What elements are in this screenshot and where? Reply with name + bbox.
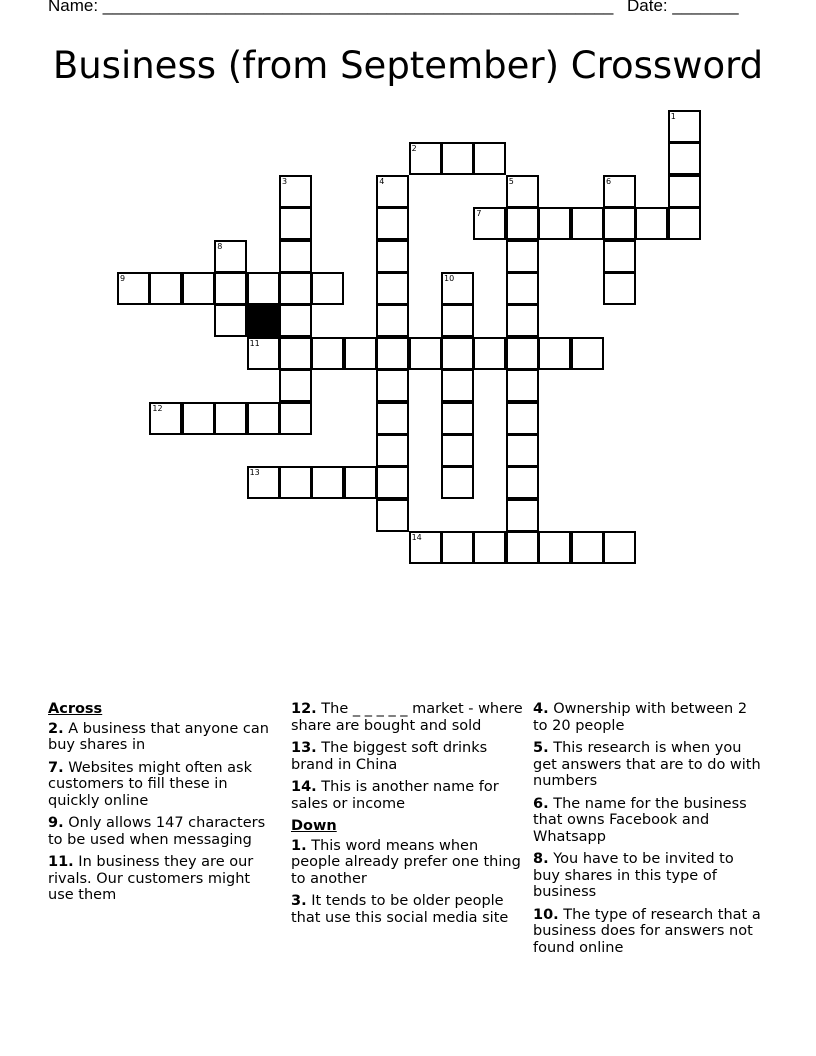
grid-cell[interactable] [311, 337, 344, 370]
clue-number: 1. [291, 837, 307, 854]
grid-cell[interactable] [441, 304, 474, 337]
clue-text: This word means when people already prefer one thing to another [291, 837, 521, 887]
clue-across-11 [48, 854, 280, 904]
grid-cell[interactable] [376, 369, 409, 402]
clue-number: 8. [533, 851, 549, 867]
clue-down-6 [533, 796, 765, 846]
grid-cell[interactable] [441, 466, 474, 499]
clue-number-label: 3 [282, 176, 288, 186]
grid-cell[interactable] [506, 499, 539, 532]
clue-number-label: 4 [379, 176, 385, 186]
grid-cell[interactable] [376, 499, 409, 532]
grid-cell[interactable] [279, 369, 312, 402]
clue-number-label: 14 [411, 533, 422, 543]
grid-cell[interactable] [506, 207, 539, 240]
grid-cell[interactable] [441, 369, 474, 402]
clue-down-10 [533, 907, 765, 957]
clue-text: The name for the business that owns Facebook and Whatsapp [533, 795, 747, 845]
clue-across-2 [48, 721, 280, 754]
grid-cell[interactable] [311, 466, 344, 499]
clue-down-4 [533, 701, 765, 734]
across-heading: Across [48, 701, 103, 717]
clue-number: 11. [48, 854, 74, 870]
grid-cell[interactable] [603, 531, 636, 564]
grid-cell[interactable] [376, 434, 409, 467]
grid-cell[interactable] [538, 207, 571, 240]
clue-text: The biggest soft drinks brand in China [291, 740, 488, 773]
clue-number: 4. [533, 701, 549, 717]
clue-number: 7. [48, 759, 64, 776]
grid-cell[interactable] [473, 142, 506, 175]
clue-number-label: 10 [444, 274, 455, 283]
grid-cell[interactable] [376, 304, 409, 337]
grid-cell[interactable] [538, 531, 571, 564]
clue-text: This research is when you get answers that are to do with numbers [533, 740, 761, 789]
down-heading: Down [291, 818, 337, 834]
grid-cell[interactable] [376, 337, 409, 370]
grid-cell[interactable] [247, 402, 280, 435]
clue-text: This is another name for sales or income [291, 779, 499, 812]
grid-cell[interactable] [603, 240, 636, 273]
clue-down-5 [533, 740, 765, 790]
grid-cell[interactable] [473, 337, 506, 370]
grid-cell[interactable] [182, 272, 215, 305]
grid-cell[interactable] [506, 531, 539, 564]
grid-cell[interactable] [668, 142, 701, 175]
clue-down-1 [291, 838, 523, 888]
grid-cell[interactable] [506, 466, 539, 499]
grid-cell[interactable] [506, 272, 539, 305]
grid-cell[interactable] [279, 304, 312, 337]
grid-cell[interactable] [311, 272, 344, 305]
grid-cell[interactable] [506, 402, 539, 435]
grid-cell[interactable] [571, 337, 604, 370]
grid-cell[interactable] [344, 466, 377, 499]
grid-cell[interactable] [214, 304, 247, 337]
grid-cell[interactable] [279, 337, 312, 370]
black-cell [247, 304, 280, 337]
grid-cell[interactable] [279, 272, 312, 305]
clue-text: It tends to be older people that use this social media site [291, 893, 509, 926]
clue-number-label: 13 [249, 468, 260, 478]
grid-cell[interactable] [506, 240, 539, 273]
grid-cell[interactable] [441, 531, 474, 564]
clue-across-14 [291, 779, 523, 812]
grid-cell[interactable] [571, 531, 604, 564]
clue-text: A business that anyone can buy shares in [48, 720, 269, 753]
clue-number: 14. [291, 779, 317, 795]
grid-cell[interactable] [279, 402, 312, 435]
clue-number-label: 7 [476, 209, 482, 219]
puzzle-title: Business (from September) Crossword [52, 44, 764, 87]
clue-number-label: 1 [670, 112, 676, 121]
grid-cell[interactable] [376, 402, 409, 435]
clue-text: Websites might often ask customers to fill these in quickly online [48, 759, 252, 809]
grid-cell[interactable] [344, 337, 377, 370]
clue-number-label: 2 [411, 144, 417, 154]
grid-cell[interactable] [603, 272, 636, 305]
clue-number-label: 6 [606, 176, 612, 186]
clue-number: 10. [533, 906, 559, 923]
clue-number-label: 9 [120, 274, 126, 283]
grid-cell[interactable] [538, 337, 571, 370]
clue-down-8 [533, 851, 765, 901]
clue-number-label: 11 [249, 338, 260, 348]
clue-text: Ownership with between 2 to 20 people [533, 701, 748, 734]
grid-cell[interactable] [506, 304, 539, 337]
clue-across-9 [48, 815, 280, 848]
grid-cell[interactable] [279, 240, 312, 273]
clue-text: The type of research that a business does for answers not found online [533, 906, 761, 956]
clue-number-label: 12 [152, 403, 163, 413]
grid-cell[interactable] [182, 402, 215, 435]
grid-cell[interactable] [247, 272, 280, 305]
grid-cell[interactable] [635, 207, 668, 240]
grid-cell[interactable] [214, 402, 247, 435]
grid-cell[interactable] [149, 272, 182, 305]
grid-cell[interactable] [506, 369, 539, 402]
clue-text: The _ _ _ _ _ market - where share are bought and sold [291, 701, 523, 734]
clue-number: 9. [48, 815, 64, 831]
grid-cell[interactable] [473, 531, 506, 564]
clue-column-1 [48, 701, 280, 910]
grid-cell[interactable] [441, 402, 474, 435]
clue-number: 13. [291, 740, 317, 756]
grid-cell[interactable] [376, 272, 409, 305]
clue-number-label: 5 [508, 176, 514, 186]
clue-across-12 [291, 701, 523, 734]
grid-cell[interactable] [409, 337, 442, 370]
clue-number: 6. [533, 795, 549, 812]
grid-cell[interactable] [376, 207, 409, 240]
clue-down-3 [291, 893, 523, 926]
clue-column-3 [533, 701, 765, 962]
clue-number: 5. [533, 740, 549, 756]
clue-text: In business they are our rivals. Our customers might use them [48, 854, 254, 903]
clue-number-label: 8 [217, 241, 223, 251]
grid-cell[interactable] [279, 207, 312, 240]
grid-cell[interactable] [279, 466, 312, 499]
clue-number: 2. [48, 720, 64, 737]
grid-cell[interactable] [441, 142, 474, 175]
date-field-label: Date: _______ [627, 0, 739, 15]
grid-cell[interactable] [214, 272, 247, 305]
clue-text: You have to be invited to buy shares in this type of business [533, 851, 734, 900]
grid-cell[interactable] [376, 466, 409, 499]
clue-number: 12. [291, 701, 317, 717]
grid-cell[interactable] [506, 337, 539, 370]
clue-across-13 [291, 740, 523, 773]
clue-number: 3. [291, 893, 307, 909]
grid-cell[interactable] [441, 434, 474, 467]
name-field-label: Name: ______________________________________________________ [48, 0, 614, 15]
grid-cell[interactable] [603, 207, 636, 240]
grid-cell[interactable] [376, 240, 409, 273]
grid-cell[interactable] [441, 337, 474, 370]
grid-cell[interactable] [571, 207, 604, 240]
clue-text: Only allows 147 characters to be used when messaging [48, 815, 266, 848]
clue-column-2 [291, 701, 523, 932]
grid-cell[interactable] [506, 434, 539, 467]
grid-cell[interactable] [668, 207, 701, 240]
clue-across-7 [48, 760, 280, 810]
grid-cell[interactable] [668, 175, 701, 208]
